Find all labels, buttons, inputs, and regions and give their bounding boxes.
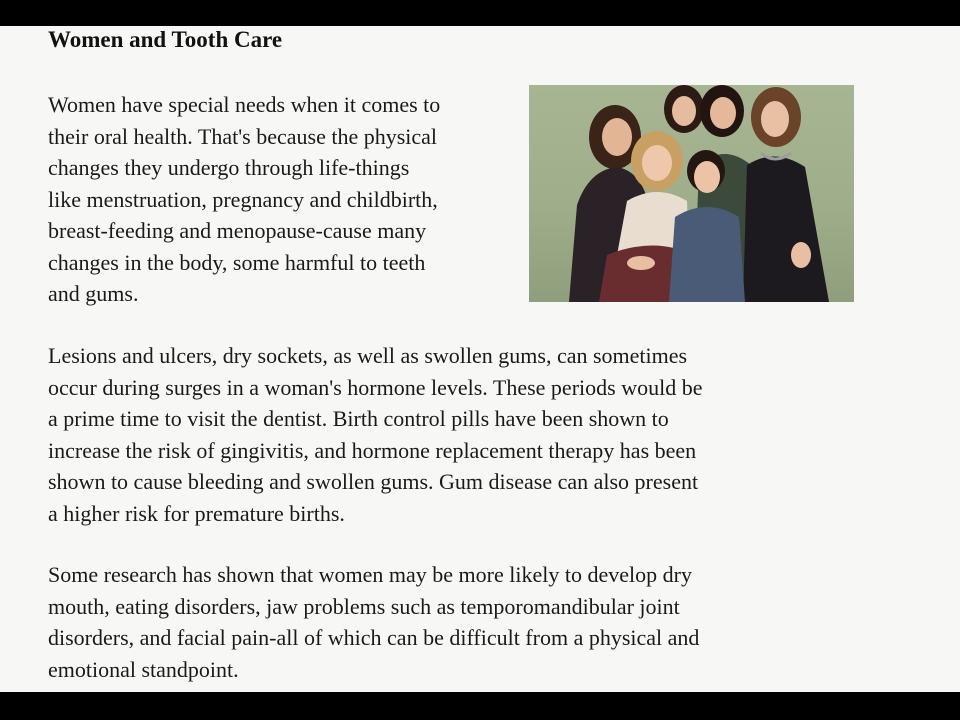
paragraph-line: changes they undergo through life-things xyxy=(48,155,410,180)
face-shape xyxy=(642,145,672,181)
face-shape xyxy=(710,97,736,129)
hand-shape xyxy=(627,256,655,270)
hand-shape xyxy=(791,242,811,268)
paragraph-line: changes in the body, some harmful to teeth xyxy=(48,249,426,275)
group-photo-illustration xyxy=(529,85,854,302)
paragraph-3 xyxy=(48,559,699,685)
paragraph-line: and gums. xyxy=(48,281,139,306)
face-shape xyxy=(672,96,696,126)
jacket-shape xyxy=(669,207,745,302)
paragraph-line: Women have special needs when it comes to xyxy=(48,92,441,117)
paragraph-1 xyxy=(48,89,440,310)
paragraph-line: occur during surges in a woman's hormone levels. These periods would be xyxy=(48,374,703,400)
women-group-photo xyxy=(529,85,854,302)
paragraph-line: like menstruation, pregnancy and childbirth, xyxy=(48,186,438,212)
paragraph-line: a higher risk for premature births. xyxy=(48,500,345,526)
face-shape xyxy=(602,118,632,156)
paragraph-line: mouth, eating disorders, jaw problems such as temporomandibular joint xyxy=(48,593,680,619)
paragraph-line: a prime time to visit the dentist. Birth control pills have been shown to xyxy=(48,406,669,431)
body-shape xyxy=(743,156,829,302)
paragraph-line: Lesions and ulcers, dry sockets, as well as swollen gums, can sometimes xyxy=(48,343,688,368)
paragraph-line: breast-feeding and menopause-cause many xyxy=(48,218,427,243)
paragraph-2 xyxy=(48,340,702,529)
paragraph-line: their oral health. That's because the physical xyxy=(48,123,438,149)
paragraph-line: disorders, and facial pain-all of which can be difficult from a physical and xyxy=(48,625,700,650)
document-page xyxy=(0,26,960,692)
document-title: Women and Tooth Care xyxy=(48,27,283,52)
paragraph-line: shown to cause bleeding and swollen gums. Gum disease can also present xyxy=(48,469,699,494)
paragraph-line: increase the risk of gingivitis, and hormone replacement therapy has been xyxy=(48,437,697,463)
face-shape xyxy=(761,101,789,137)
paragraph-line: emotional standpoint. xyxy=(48,656,239,682)
paragraph-line: Some research has shown that women may be more likely to develop dry xyxy=(48,562,692,587)
face-shape xyxy=(694,161,720,193)
